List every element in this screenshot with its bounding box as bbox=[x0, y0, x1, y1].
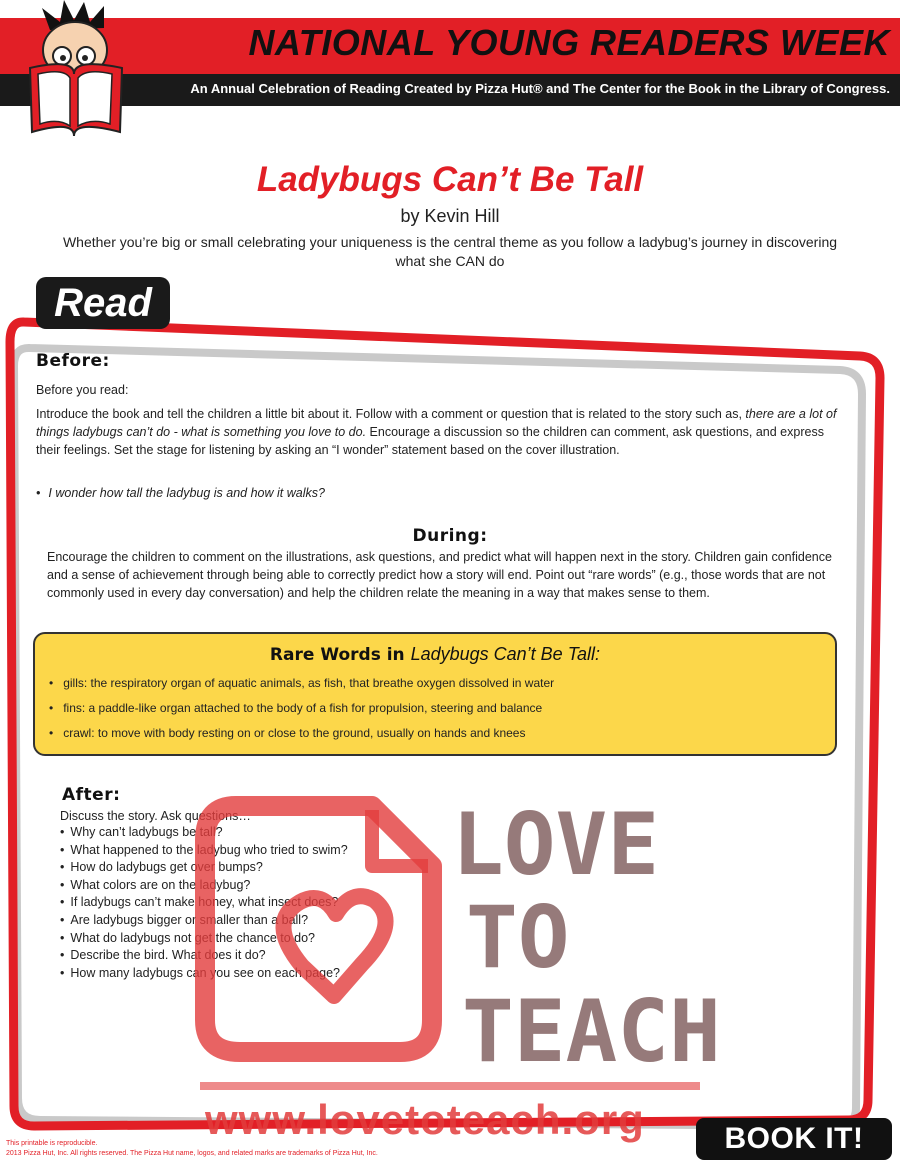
after-question: • What do ladybugs not get the chance to do? bbox=[60, 930, 480, 948]
before-intro: Before you read: bbox=[36, 383, 129, 397]
book-title: Ladybugs Can’t Be Tall bbox=[256, 160, 644, 199]
before-paragraph bbox=[36, 405, 838, 459]
after-intro: Discuss the story. Ask questions… bbox=[60, 809, 251, 823]
book-it-logo: BOOK IT! bbox=[696, 1118, 892, 1160]
book-description: Whether you’re big or small celebrating your uniqueness is the central theme as you follow a ladybug’s journey in discovering what she CAN do bbox=[62, 234, 838, 269]
watermark-word-love: LOVE bbox=[452, 795, 660, 895]
after-question: • Why can’t ladybugs be tall? bbox=[60, 824, 480, 842]
after-question: • What colors are on the ladybug? bbox=[60, 877, 480, 895]
footer-line-reproducible: This printable is reproducible. bbox=[6, 1140, 98, 1147]
during-heading: During: bbox=[412, 526, 488, 546]
before-bullet bbox=[36, 484, 836, 502]
rare-words-box bbox=[33, 632, 837, 756]
rare-word-item: • gills: the respiratory organ of aquatic animals, as fish, that breathe oxygen dissolved in water bbox=[49, 676, 555, 690]
reader-mascot-icon bbox=[12, 0, 152, 140]
rare-word-gills: gills: the respiratory organ of aquatic animals, as fish, that breathe oxygen dissolved in water bbox=[63, 676, 555, 690]
during-paragraph: Encourage the children to comment on the illustrations, ask questions, and predict what will happen next in the story. Children gain confidence and a sense of achievement through being able to correctly predict how a story will end. Point out “rare words” (e.g., those words that are not commonly used in every day conversation) and help the children relate the meaning in a way that makes sense to them. bbox=[47, 550, 832, 600]
book-author: by Kevin Hill bbox=[400, 206, 500, 226]
rare-word-crawl: crawl: to move with body resting on or close to the ground, usually on hands and knees bbox=[63, 726, 526, 740]
before-paragraph-text-1: Introduce the book and tell the children a little bit about it. Follow with a comment or question that is related to the story such as, bbox=[36, 407, 746, 421]
before-heading: Before: bbox=[36, 351, 110, 371]
after-question: • Describe the bird. What does it do? bbox=[60, 947, 480, 965]
footer-line-copyright: 2013 Pizza Hut, Inc. All rights reserved. The Pizza Hut name, logos, and related marks are trademarks of Pizza Hut, Inc. bbox=[6, 1150, 378, 1157]
before-paragraph-text-2: Encourage a discussion so the children can comment, ask questions, and express their feelings. Set the stage for listening by asking an “I wonder” statement based on the cover illustration. bbox=[36, 425, 824, 457]
rare-word-item: • crawl: to move with body resting on or close to the ground, usually on hands and knees bbox=[49, 726, 526, 740]
after-question: • Are ladybugs bigger or smaller than a ball? bbox=[60, 912, 480, 930]
read-tab: Read bbox=[36, 277, 170, 329]
after-heading: After: bbox=[62, 785, 121, 805]
rare-words-heading-text: Rare Words in bbox=[269, 645, 405, 665]
header-subtitle: An Annual Celebration of Reading Created by Pizza Hut® and The Center for the Book in the Library of Congress. bbox=[190, 81, 890, 96]
rare-word-fins: fins: a paddle-like organ attached to the body of a fish for propulsion, steering and balance bbox=[63, 701, 543, 715]
after-question: • If ladybugs can’t make honey, what insect does? bbox=[60, 894, 480, 912]
rare-word-item: • fins: a paddle-like organ attached to the body of a fish for propulsion, steering and balance bbox=[49, 701, 543, 715]
footer-notice bbox=[6, 1139, 378, 1159]
watermark-word-teach: TEACH bbox=[462, 982, 721, 1082]
rare-words-heading-book: Ladybugs Can’t Be Tall: bbox=[410, 644, 601, 664]
watermark-word-to: TO bbox=[466, 888, 570, 988]
before-paragraph-italic: there are a lot of things ladybugs can’t do - what is something you love to do. bbox=[36, 407, 837, 439]
after-question: • What happened to the ladybug who tried to swim? bbox=[60, 842, 480, 860]
after-question: • How do ladybugs get over bumps? bbox=[60, 859, 480, 877]
rare-words-heading bbox=[35, 644, 835, 665]
before-bullet-text: I wonder how tall the ladybug is and how it walks? bbox=[48, 486, 325, 500]
after-questions bbox=[60, 824, 480, 982]
after-question: • How many ladybugs can you see on each page? bbox=[60, 965, 480, 983]
watermark-url: www.lovetoteach.org bbox=[205, 1096, 645, 1143]
header-title: NATIONAL YOUNG READERS WEEK bbox=[248, 22, 890, 63]
